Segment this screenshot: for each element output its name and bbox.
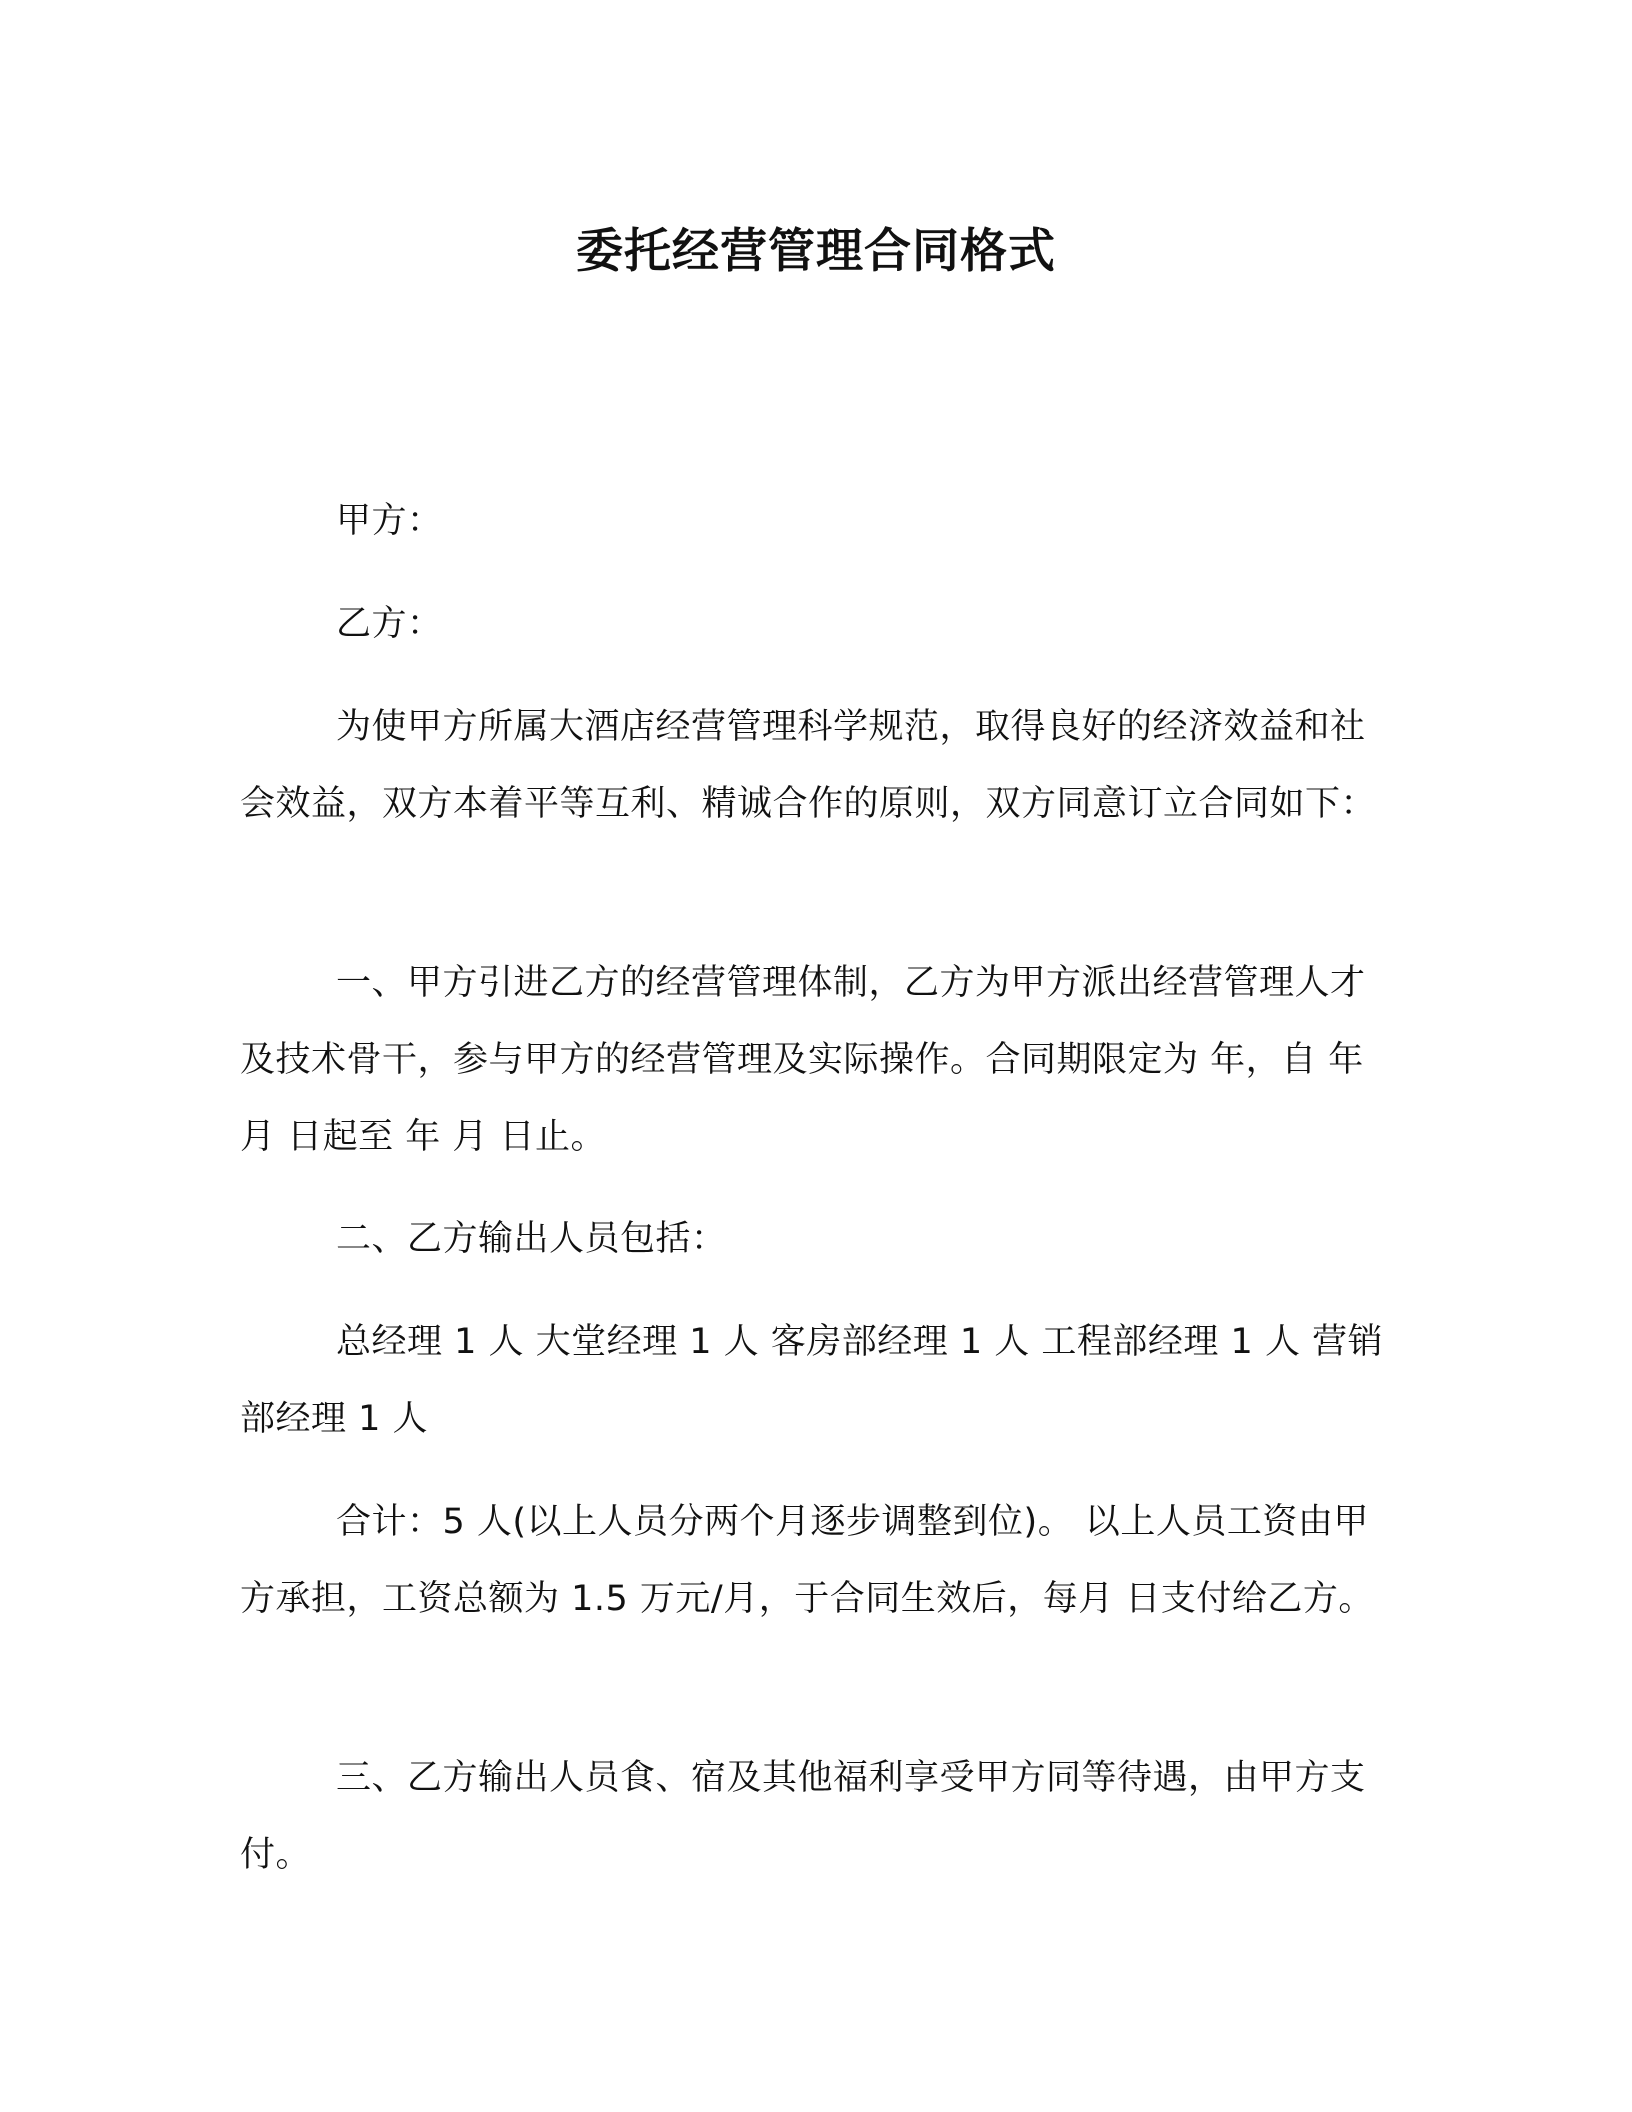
intro-paragraph: 为使甲方所属大酒店经营管理科学规范，取得良好的经济效益和社会效益，双方本着平等互利、精诚合作的原则，双方同意订立合同如下： — [240, 707, 1377, 824]
party-a-line: 甲方： — [336, 501, 443, 541]
clause-3-paragraph: 三、乙方输出人员食、宿及其他福利享受甲方同等待遇，由甲方支付。 — [240, 1758, 1366, 1875]
staff-list-paragraph: 总经理 1 人 大堂经理 1 人 客房部经理 1 人 工程部经理 1 人 营销部经理 1 人 — [240, 1322, 1384, 1439]
clause-2-paragraph: 二、乙方输出人员包括： — [336, 1219, 727, 1259]
clause-1-paragraph: 一、甲方引进乙方的经营管理体制，乙方为甲方派出经营管理人才及技术骨干，参与甲方的经营管理及实际操作。合同期限定为 年，自 年 月 日起至 年 月 日止。 — [240, 963, 1366, 1157]
document-title: 委托经营管理合同格式 — [576, 224, 1056, 279]
staff-total-paragraph: 合计：5 人(以上人员分两个月逐步调整到位)。 以上人员工资由甲方承担，工资总额为 1.5 万元/月，于合同生效后，每月 日支付给乙方。 — [240, 1502, 1374, 1619]
party-b-line: 乙方： — [336, 604, 443, 644]
